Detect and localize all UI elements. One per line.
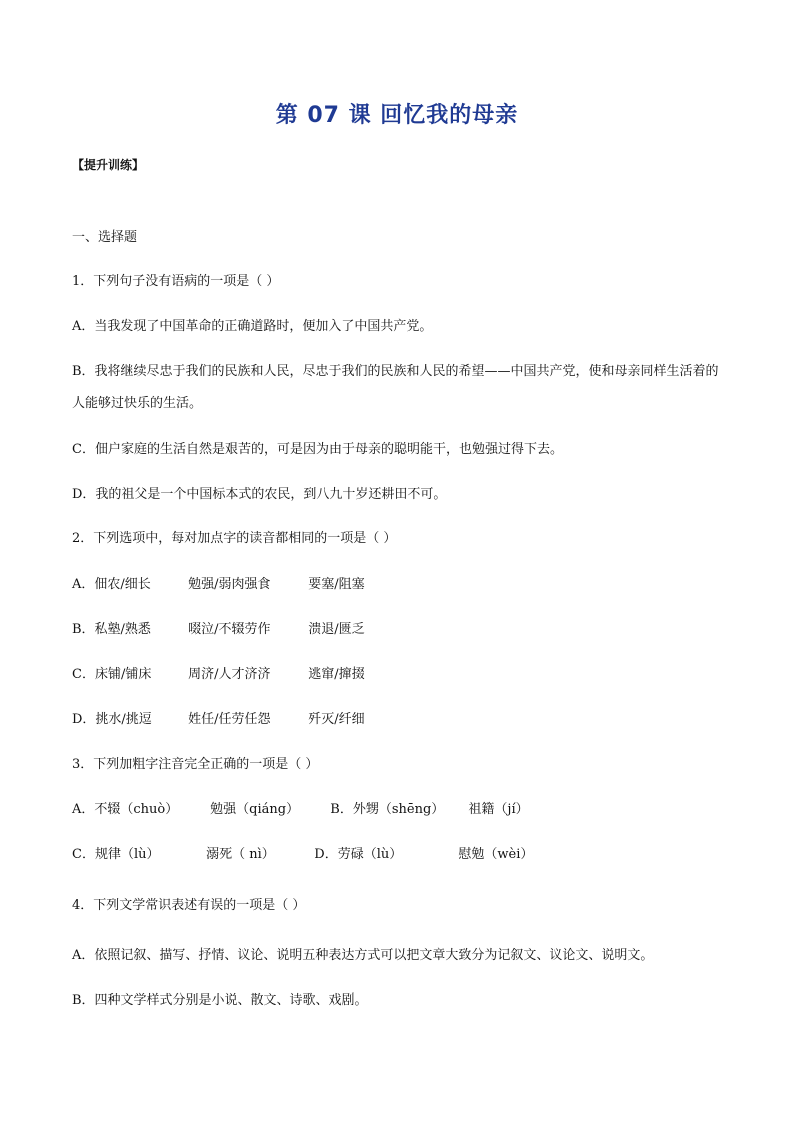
option-part: 祖籍（jí）	[468, 802, 529, 817]
page-title: 第 07 课 回忆我的母亲	[275, 103, 519, 128]
part-heading: 一、选择题	[72, 230, 138, 245]
question-1-option-c: C．佃户家庭的生活自然是艰苦的，可是因为由于母亲的聪明能干，也勉强过得下去。	[72, 442, 563, 457]
option-part: 要塞/阻塞	[308, 577, 365, 592]
option-part: 勉强/弱肉强食	[188, 577, 271, 592]
option-part: A．佃农/细长	[72, 577, 151, 592]
option-part: 勉强（qiáng）	[210, 802, 300, 817]
question-2-option-c	[72, 663, 365, 687]
option-part: C．规律（lù）	[72, 847, 160, 862]
section-label: 【提升训练】	[72, 158, 145, 172]
question-4-option-a: A．依照记叙、描写、抒情、议论、说明五种表达方式可以把文章大致分为记叙文、议论文、说明文。	[72, 948, 654, 963]
question-2-option-b	[72, 618, 365, 642]
option-part: 姓任/任劳任怨	[188, 712, 271, 727]
question-1-option-b: B．我将继续尽忠于我们的民族和人民，尽忠于我们的民族和人民的希望——中国共产党，使和母亲同样生活着的人能够过快乐的生活。	[72, 364, 719, 411]
question-2-stem: 2．下列选项中，每对加点字的读音都相同的一项是（ ）	[72, 531, 397, 546]
question-1-option-d: D．我的祖父是一个中国标本式的农民，到八九十岁还耕田不可。	[72, 487, 447, 502]
question-4-stem: 4．下列文学常识表述有误的一项是（ ）	[72, 898, 306, 913]
option-part: 啜泣/不辍劳作	[188, 622, 271, 637]
option-part: 周济/人才济济	[188, 667, 271, 682]
option-part: C．床铺/铺床	[72, 667, 152, 682]
option-part: 溃退/匮乏	[308, 622, 365, 637]
option-part: 慰勉（wèi）	[458, 847, 534, 862]
question-2-option-d	[72, 708, 365, 732]
option-part: 逃窜/撺掇	[308, 667, 365, 682]
question-1-option-a: A．当我发现了中国革命的正确道路时，便加入了中国共产党。	[72, 319, 433, 334]
option-part: 溺死（ nì）	[206, 847, 275, 862]
question-4-option-b: B．四种文学样式分别是小说、散文、诗歌、戏剧。	[72, 993, 368, 1008]
question-2-option-a	[72, 573, 365, 597]
option-part: B．私塾/熟悉	[72, 622, 151, 637]
option-part: D．挑水/挑逗	[72, 712, 152, 727]
option-part: A．不辍（chuò）	[72, 802, 179, 817]
question-3-row-2	[72, 843, 533, 867]
option-part: 歼灭/纤细	[308, 712, 365, 727]
option-part: D．劳碌（lù）	[314, 847, 403, 862]
question-1-stem: 1．下列句子没有语病的一项是（ ）	[72, 274, 280, 289]
option-part: B．外甥（shēng）	[330, 802, 445, 817]
question-3-row-1	[72, 798, 529, 822]
question-3-stem: 3．下列加粗字注音完全正确的一项是（ ）	[72, 757, 319, 772]
